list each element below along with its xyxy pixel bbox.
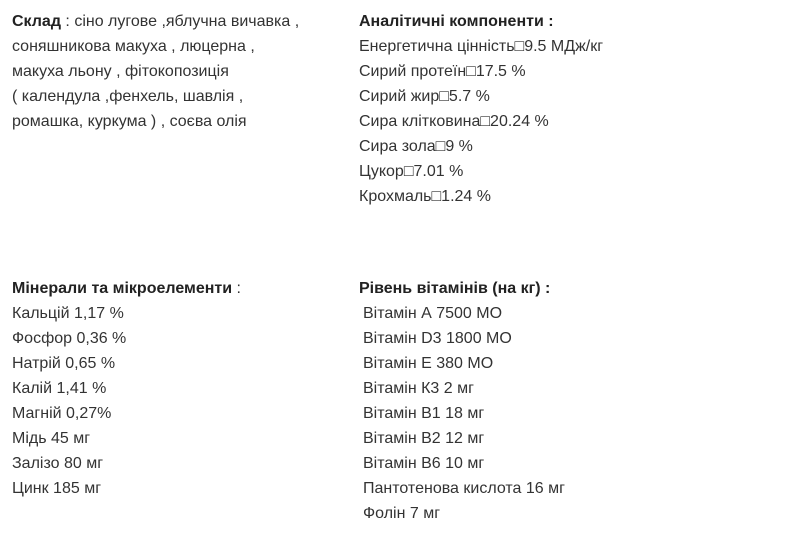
mineral-item-potassium: Калій 1,41 %: [12, 380, 107, 397]
mineral-item-magnesium: Магній 0,27%: [12, 405, 112, 422]
composition-heading: Склад: [12, 13, 61, 30]
analytics-heading: Аналітичні компоненти :: [359, 13, 554, 30]
vitamin-item-d3: Вітамін D3 1800 МО: [363, 330, 512, 347]
mineral-item-calcium: Кальцій 1,17 %: [12, 305, 124, 322]
analytics-item-ash: Сира зола□9 %: [359, 138, 473, 155]
minerals-heading-line: [12, 276, 241, 301]
vitamin-item-b1: Вітамін В1 18 мг: [363, 405, 485, 422]
composition-text: : сіно лугове ,яблучна вичавка ,: [60, 13, 300, 30]
analytics-item-protein: Сирий протеїн□17.5 %: [359, 63, 526, 80]
vitamin-item-b6: Вітамін В6 10 мг: [363, 455, 485, 472]
vitamin-item-b2: Вітамін В2 12 мг: [363, 430, 485, 447]
mineral-item-copper: Мідь 45 мг: [12, 430, 91, 447]
vitamin-item-k3: Вітамін К3 2 мг: [363, 380, 474, 397]
minerals-heading-suffix: :: [232, 280, 241, 297]
composition-line-4: ( календула ,фенхель, шавлія ,: [12, 88, 244, 105]
composition-section: [12, 9, 299, 134]
analytics-section: [359, 9, 603, 209]
vitamins-section: [359, 276, 565, 526]
analytics-item-fiber: Сира клітковина□20.24 %: [359, 113, 549, 130]
analytics-item-starch: Крохмаль□1.24 %: [359, 188, 491, 205]
composition-line-1: [12, 9, 299, 34]
composition-line-3: макуха льону , фітокопозиція: [12, 63, 229, 80]
minerals-section: [12, 276, 241, 501]
vitamin-item-a: Вітамін А 7500 МО: [363, 305, 503, 322]
vitamin-item-e: Вітамін Е 380 МО: [363, 355, 494, 372]
analytics-item-energy: Енергетична цінність□9.5 МДж/кг: [359, 38, 604, 55]
analytics-item-fat: Сирий жир□5.7 %: [359, 88, 490, 105]
mineral-item-zinc: Цинк 185 мг: [12, 480, 102, 497]
composition-line-5: ромашка, куркума ) , соєва олія: [12, 113, 247, 130]
vitamin-item-pantothenic-acid: Пантотенова кислота 16 мг: [363, 480, 565, 497]
vitamins-heading: Рівень вітамінів (на кг) :: [359, 280, 551, 297]
mineral-item-iron: Залізо 80 мг: [12, 455, 104, 472]
mineral-item-phosphorus: Фосфор 0,36 %: [12, 330, 127, 347]
minerals-heading: Мінерали та мікроелементи: [12, 280, 233, 297]
vitamin-item-folin: Фолін 7 мг: [363, 505, 441, 522]
analytics-item-sugar: Цукор□7.01 %: [359, 163, 464, 180]
composition-line-2: соняшникова макуха , люцерна ,: [12, 38, 255, 55]
mineral-item-sodium: Натрій 0,65 %: [12, 355, 116, 372]
